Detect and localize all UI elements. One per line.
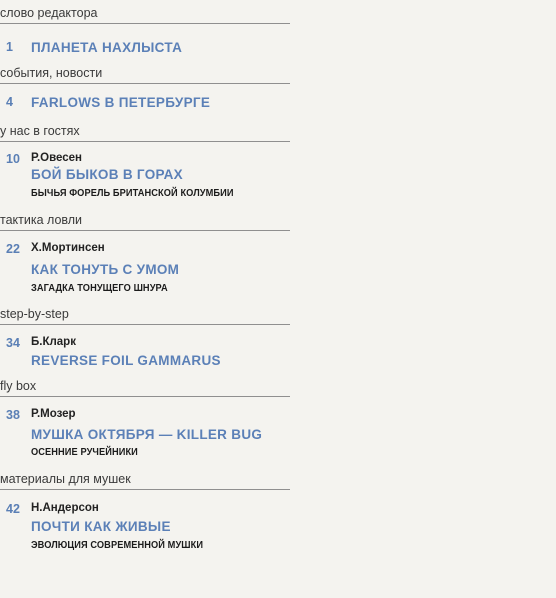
- page-number: 10: [6, 152, 20, 166]
- toc-section: [0, 213, 290, 294]
- section-heading: материалы для мушек: [0, 472, 290, 490]
- article-subtitle: БЫЧЬЯ ФОРЕЛЬ БРИТАНСКОЙ КОЛУМБИИ: [31, 187, 234, 199]
- page-number: 1: [6, 40, 13, 54]
- section-heading: слово редактора: [0, 6, 290, 24]
- author-name: Н.Андерсон: [31, 502, 99, 514]
- section-heading: step-by-step: [0, 307, 290, 325]
- section-heading: у нас в гостях: [0, 124, 290, 142]
- article-title: ПОЧТИ КАК ЖИВЫЕ: [31, 519, 171, 534]
- article-title: REVERSE FOIL GAMMARUS: [31, 353, 221, 368]
- page-number: 4: [6, 95, 13, 109]
- article-title: КАК ТОНУТЬ С УМОМ: [31, 262, 180, 277]
- article-title: FARLOWS В ПЕТЕРБУРГЕ: [31, 95, 211, 110]
- author-name: Б.Кларк: [31, 336, 76, 348]
- article-title: ПЛАНЕТА НАХЛЫСТА: [31, 40, 183, 55]
- author-name: Р.Мозер: [31, 408, 76, 420]
- toc-section: [0, 66, 290, 110]
- section-heading: тактика ловли: [0, 213, 290, 231]
- article-title: БОЙ БЫКОВ В ГОРАХ: [31, 167, 183, 182]
- toc-section: [0, 472, 290, 551]
- section-heading: события, новости: [0, 66, 290, 84]
- toc-section: [0, 124, 290, 199]
- page-number: 38: [6, 408, 20, 422]
- article-subtitle: ЗАГАДКА ТОНУЩЕГО ШНУРА: [31, 282, 168, 294]
- page-number: 22: [6, 242, 20, 256]
- author-name: Р.Овесен: [31, 152, 82, 164]
- toc-section: [0, 6, 290, 55]
- toc-section: [0, 307, 290, 368]
- article-subtitle: ОСЕННИЕ РУЧЕЙНИКИ: [31, 446, 138, 458]
- article-title: МУШКА ОКТЯБРЯ — KILLER BUG: [31, 427, 263, 442]
- article-subtitle: ЭВОЛЮЦИЯ СОВРЕМЕННОЙ МУШКИ: [31, 539, 204, 551]
- section-heading: fly box: [0, 379, 290, 397]
- page-number: 34: [6, 336, 20, 350]
- author-name: Х.Мортинсен: [31, 242, 105, 254]
- toc-section: [0, 379, 290, 458]
- page-number: 42: [6, 502, 20, 516]
